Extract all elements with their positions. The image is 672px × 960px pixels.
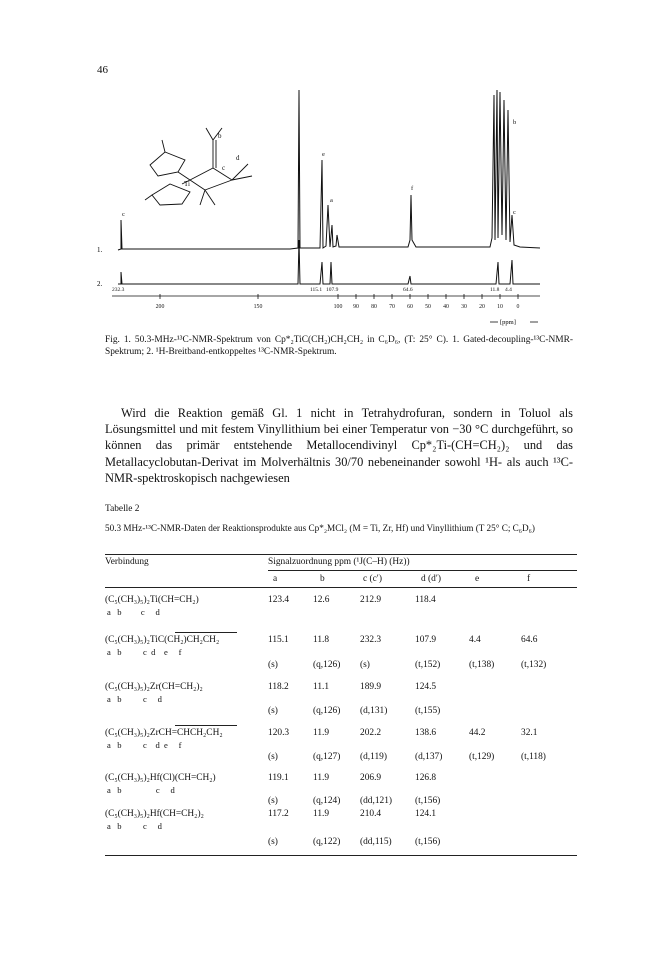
atom-labels: a b c d e f	[107, 740, 182, 750]
sub-header-a: a	[273, 574, 278, 584]
mult-d: (d,137)	[415, 752, 443, 762]
value-c: 232.3	[360, 635, 382, 645]
mult-c: (dd,115)	[360, 837, 392, 847]
peak-letter-c-2: c	[513, 209, 516, 216]
compound-ti-metallacycle: (C₅(CH₃)₅)₂TiC(CH₂)CH₂CH₂	[105, 635, 220, 645]
peak-letter-a: a	[330, 197, 333, 204]
atom-labels: a b c d e f	[107, 647, 182, 657]
table-label: Tabelle 2	[105, 504, 140, 514]
mult-f: (t,118)	[521, 752, 546, 762]
axis-tick: 20	[479, 304, 485, 310]
axis-tick: 60	[407, 304, 413, 310]
mult-b: (q,126)	[313, 660, 341, 670]
axis-tick: 150	[253, 304, 263, 310]
mult-b: (q,124)	[313, 796, 341, 806]
value-c: 202.2	[360, 728, 382, 738]
value-b: 11.9	[313, 773, 330, 783]
value-a: 115.1	[268, 635, 289, 645]
axis-tick: 80	[371, 304, 377, 310]
value-f: 64.6	[521, 635, 538, 645]
value-d: 126.8	[415, 773, 437, 783]
sub-header-d: d (d′)	[421, 574, 442, 584]
value-c: 210.4	[360, 809, 382, 819]
mult-c: (d,131)	[360, 706, 388, 716]
value-d: 124.5	[415, 682, 437, 692]
value-d: 138.6	[415, 728, 437, 738]
compound-ti-divinyl: (C₅(CH₃)₅)₂Ti(CH=CH₂)	[105, 595, 199, 605]
peak-value-11: 11.8	[490, 287, 500, 293]
value-a: 117.2	[268, 809, 289, 819]
mult-e: (t,129)	[469, 752, 495, 762]
axis-tick: 30	[461, 304, 467, 310]
mult-d: (t,156)	[415, 796, 441, 806]
axis-tick: 90	[353, 304, 359, 310]
sub-header-e: e	[475, 574, 480, 584]
mult-a: (s)	[268, 837, 278, 847]
mult-a: (s)	[268, 706, 278, 716]
molecule-structure	[145, 128, 252, 205]
axis-tick: 50	[425, 304, 431, 310]
axis-unit: [ppm]	[500, 319, 516, 326]
value-a: 120.3	[268, 728, 290, 738]
value-d: 107.9	[415, 635, 437, 645]
peak-letter-c-1: c	[122, 211, 125, 218]
value-b: 11.1	[313, 682, 330, 692]
value-a: 123.4	[268, 595, 290, 605]
compound-zr-divinyl: (C₅(CH₃)₅)₂Zr(CH=CH₂)₂	[105, 682, 203, 692]
trace-2-label: 2.	[97, 280, 103, 288]
value-a: 119.1	[268, 773, 289, 783]
mult-d: (t,156)	[415, 837, 441, 847]
mult-c: (s)	[360, 660, 370, 670]
svg-text:d: d	[236, 154, 240, 162]
sub-header-c: c (c′)	[363, 574, 382, 584]
peak-value-64: 64.6	[403, 287, 413, 293]
value-c: 206.9	[360, 773, 382, 783]
mult-d: (t,155)	[415, 706, 441, 716]
peak-value-232: 232.3	[112, 287, 125, 293]
trace-1	[118, 90, 540, 250]
value-e: 4.4	[469, 635, 481, 645]
value-b: 12.6	[313, 595, 330, 605]
mult-a: (s)	[268, 796, 278, 806]
axis-tick: 70	[389, 304, 395, 310]
value-d: 124.1	[415, 809, 437, 819]
atom-labels: a b c d	[107, 821, 162, 831]
peak-value-107: 107.9	[326, 287, 339, 293]
peak-value-4: 4.4	[505, 287, 512, 293]
mult-f: (t,132)	[521, 660, 547, 670]
col-header-signals: Signalzuordnung ppm (¹J(C–H) (Hz))	[268, 557, 410, 567]
axis-tick: 40	[443, 304, 449, 310]
value-a: 118.2	[268, 682, 289, 692]
page-number: 46	[97, 64, 108, 76]
peak-letter-d: b	[513, 119, 517, 126]
value-b: 11.8	[313, 635, 330, 645]
mult-b: (q,122)	[313, 837, 341, 847]
axis-tick: 10	[497, 304, 503, 310]
svg-text:Ti: Ti	[184, 180, 190, 188]
ppm-axis	[112, 294, 540, 299]
col-header-compound: Verbindung	[105, 557, 149, 567]
mult-c: (dd,121)	[360, 796, 393, 806]
compound-hf-chloro-vinyl: (C₅(CH₃)₅)₂Hf(Cl)(CH=CH₂)	[105, 773, 216, 783]
peak-letter-e: e	[322, 151, 325, 158]
trace-1-label: 1.	[97, 246, 103, 254]
atom-labels: a b c d	[107, 785, 175, 795]
mult-d: (t,152)	[415, 660, 441, 670]
value-d: 118.4	[415, 595, 436, 605]
compound-hf-divinyl: (C₅(CH₃)₅)₂Hf(CH=CH₂)₂	[105, 809, 204, 819]
compound-zr-metallacycle: (C₅(CH₃)₅)₂ZrCH=CHCH₂CH₂	[105, 728, 223, 738]
mult-c: (d,119)	[360, 752, 387, 762]
svg-text:c: c	[222, 164, 226, 172]
mult-e: (t,138)	[469, 660, 495, 670]
mult-a: (s)	[268, 660, 278, 670]
axis-tick: 200	[155, 304, 165, 310]
table-title: 50.3 MHz-¹³C-NMR-Daten der Reaktionsprodukte aus Cp*₂MCl₂ (M = Ti, Zr, Hf) und Vinyllithium (T 25° C; C₆D₆)	[105, 523, 535, 533]
atom-labels: a b c d	[107, 694, 162, 704]
value-c: 189.9	[360, 682, 382, 692]
nmr-spectrum-figure	[0, 0, 672, 340]
sub-header-b: b	[320, 574, 325, 584]
atom-labels: a b c d	[107, 607, 160, 617]
peak-value-115: 115.1	[310, 287, 323, 293]
mult-a: (s)	[268, 752, 278, 762]
value-b: 11.9	[313, 809, 330, 819]
sub-header-f: f	[527, 574, 531, 584]
value-f: 32.1	[521, 728, 538, 738]
peak-letter-f: f	[411, 185, 414, 192]
value-c: 212.9	[360, 595, 382, 605]
value-b: 11.9	[313, 728, 330, 738]
axis-tick: 100	[333, 304, 343, 310]
figure-caption: Fig. 1. 50.3-MHz-¹³C-NMR-Spektrum von Cp*₂TiC(CH₂)CH₂CH₂ in C₆D₆, (T: 25° C). 1. Gated-decoupling-¹³C-NMR-Spektrum; 2. ¹H-Breitband-entkoppeltes ¹³C-NMR-Spektrum.	[105, 335, 573, 357]
svg-text:b: b	[218, 132, 222, 140]
mult-b: (q,126)	[313, 706, 341, 716]
axis-tick: 0	[516, 304, 520, 310]
value-e: 44.2	[469, 728, 486, 738]
body-paragraph: Wird die Reaktion gemäß Gl. 1 nicht in Tetrahydrofuran, sondern in Toluol als Lösungsmittel und mit festem Vinyllithium bei einer Temperatur von −30 °C durchgeführt, so können das primär entstehende Metallocendivinyl Cp*₂Ti-(CH=CH₂)₂ und das Metallacyclobutan-Derivat im Molverhältnis 30/70 nebeneinander sowohl ¹H- als auch ¹³C-NMR-spektroskopisch nachgewiesen	[105, 406, 573, 485]
mult-b: (q,127)	[313, 752, 341, 762]
